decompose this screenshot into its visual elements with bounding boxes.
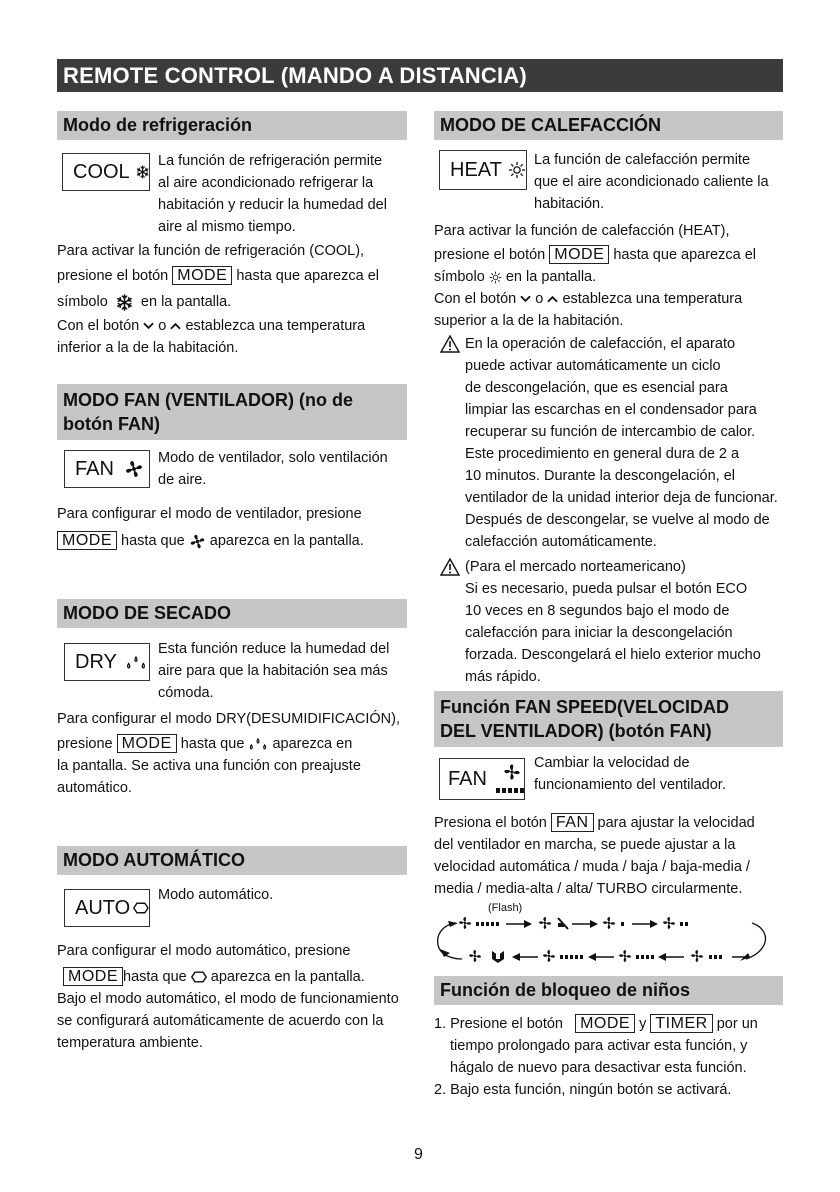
fan-icon: [124, 459, 144, 479]
text: aparezca en la pantalla.: [209, 533, 364, 549]
text: hasta que: [121, 533, 185, 549]
text: establezca una temperatura: [185, 318, 366, 334]
fan-icon: [503, 763, 521, 781]
note-line: más rápido.: [465, 669, 541, 685]
dry-line: automático.: [57, 780, 132, 796]
speed-bars: [709, 955, 722, 959]
cycle-bottom-row: [469, 950, 746, 963]
note-line: calefacción automáticamente.: [465, 534, 657, 550]
note-line: Este procedimiento en general dura de 2 a: [465, 446, 740, 462]
auto-instructions: [57, 940, 417, 1054]
mode-button-label: MODE: [172, 266, 232, 285]
auto-box-label: AUTO: [75, 896, 131, 919]
fan-speed-cycle-diagram: [434, 913, 774, 971]
turbo-icon: [492, 951, 504, 963]
fan-icon: [543, 950, 555, 962]
childlock-line: 2. Bajo esta función, ningún botón se activará.: [434, 1082, 732, 1098]
cool-line: [57, 291, 417, 313]
warning-icon: [440, 335, 460, 353]
text: hasta que: [180, 736, 245, 752]
chevron-up-icon: [170, 322, 181, 330]
text: Con el botón: [57, 318, 140, 334]
heat-description: [534, 149, 769, 215]
note-line: 10 veces en 8 segundos bajo el modo de: [465, 603, 730, 619]
snowflake-icon: [136, 162, 149, 182]
fan-icon: [459, 917, 471, 929]
fan-icon: [619, 950, 631, 962]
fan-button-label: FAN: [551, 813, 594, 832]
note-line: recuperar su función de intercambio de calor.: [465, 424, 756, 440]
mode-button-label: MODE: [63, 967, 123, 986]
text: establezca una temperatura: [562, 291, 743, 307]
text: presione el botón: [57, 268, 169, 284]
note-line: Si es necesario, pueda pulsar el botón ECO: [465, 581, 748, 597]
fanspeed-line: del ventilador en marcha, se puede ajustar a la: [434, 837, 736, 853]
heat-line: Para activar la función de calefacción (HEAT),: [434, 223, 730, 239]
sun-icon: [508, 161, 526, 179]
dry-desc-line: Esta función reduce la humedad del: [158, 641, 390, 657]
dry-mode-box: [64, 643, 150, 681]
warning-icon: [440, 558, 460, 576]
text: o: [535, 291, 544, 307]
mode-button-label: MODE: [575, 1014, 635, 1033]
title-line: MODO FAN (VENTILADOR) (no de: [63, 390, 353, 410]
dry-section-title: MODO DE SECADO: [57, 599, 407, 628]
speed-bars: [560, 955, 583, 959]
note-line: de descongelación, que es esencial para: [465, 380, 728, 396]
fan-mode-box: [64, 450, 150, 488]
title-line: Función FAN SPEED(VELOCIDAD: [440, 697, 730, 717]
text: símbolo: [434, 269, 485, 285]
fan-speed-description: [534, 752, 726, 796]
note-line: ventilador de la unidad interior deja de funcionar.: [465, 490, 778, 506]
auto-section-title: MODO AUTOMÁTICO: [57, 846, 407, 875]
auto-line: Para configurar el modo automático, presione: [57, 943, 351, 959]
dry-description: [158, 638, 389, 704]
mode-button-label: MODE: [549, 245, 609, 264]
heat-instructions: [434, 220, 794, 332]
fan-line: [57, 530, 417, 552]
heat-desc-line: habitación.: [534, 196, 605, 212]
heat-line: [434, 288, 794, 310]
chevron-up-icon: [547, 295, 558, 303]
fan-icon: [663, 917, 675, 929]
fan-line: Para configurar el modo de ventilador, presione: [57, 506, 362, 522]
text: en la pantalla.: [140, 294, 232, 310]
water-drops-icon: [248, 737, 268, 751]
note-line: limpiar las escarchas en el condensador para: [465, 402, 757, 418]
cool-desc-line: habitación y reducir la humedad del: [158, 197, 387, 213]
cool-section-title: Modo de refrigeración: [57, 111, 407, 140]
fan-description: [158, 447, 388, 491]
auto-description: Modo automático.: [158, 887, 274, 903]
fan-section-title: [57, 384, 407, 440]
cool-desc-line: al aire acondicionado refrigerar la: [158, 175, 374, 191]
fan-speed-indicator: [487, 761, 524, 797]
timer-button-label: TIMER: [650, 1014, 712, 1033]
arrow-right: [632, 920, 658, 928]
text: presione el botón: [434, 247, 546, 263]
childlock-line: [434, 1013, 794, 1035]
speed-bars: [680, 922, 688, 926]
text: por un: [716, 1016, 758, 1032]
text: hasta que aparezca el: [613, 247, 756, 263]
auto-line: se configurará automáticamente de acuerdo con la: [57, 1013, 384, 1029]
fanspeed-line: media / media-alta / alta/ TURBO circularmente.: [434, 881, 743, 897]
auto-mode-box: [64, 889, 150, 927]
arrow-left: [588, 953, 614, 961]
fan-desc-line: de aire.: [158, 472, 207, 488]
cool-mode-box: [62, 153, 150, 191]
dry-instructions: [57, 708, 427, 799]
speed-bars: [636, 955, 654, 959]
text: en la pantalla.: [505, 269, 597, 285]
dry-line: [57, 733, 427, 755]
cool-line: inferior a la de la habitación.: [57, 340, 239, 356]
fan-desc-line: Modo de ventilador, solo ventilación: [158, 450, 388, 466]
chevron-down-icon: [143, 322, 154, 330]
speed-bars: [621, 922, 624, 926]
heat-mode-box: [439, 150, 527, 190]
heat-desc-line: que el aire acondicionado caliente la: [534, 174, 769, 190]
fanspeed-line: velocidad automática / muda / baja / baja-media /: [434, 859, 750, 875]
cycle-right-arc: [746, 923, 766, 959]
note-line: calefacción para iniciar la descongelación: [465, 625, 733, 641]
title-line: botón FAN): [63, 414, 160, 434]
note-line: Después de descongelar, se vuelve al modo de: [465, 512, 770, 528]
note-line: En la operación de calefacción, el aparato: [465, 336, 736, 352]
cool-instructions: [57, 240, 417, 359]
speed-bars: [476, 922, 499, 926]
heat-defrost-note: [465, 333, 795, 553]
text: o: [158, 318, 167, 334]
fan-speed-instructions: [434, 812, 794, 900]
dry-line: Para configurar el modo DRY(DESUMIDIFICACIÓN),: [57, 711, 400, 727]
fan-speed-box: [439, 758, 525, 800]
fanspeed-desc-line: funcionamiento del ventilador.: [534, 777, 726, 793]
text: 1. Presione el botón: [434, 1016, 563, 1032]
cool-desc-line: aire al mismo tiempo.: [158, 219, 296, 235]
auto-mode-icon: [133, 899, 149, 917]
arrow-right: [572, 920, 598, 928]
child-lock-instructions: [434, 1013, 794, 1101]
note-line: 10 minutos. Durante la descongelación, el: [465, 468, 736, 484]
fan-speed-section-title: [434, 691, 783, 747]
note-line: puede activar automáticamente un ciclo: [465, 358, 721, 374]
text: y: [639, 1016, 647, 1032]
cycle-left-arc: [438, 923, 462, 959]
text: aparezca en la pantalla.: [210, 969, 365, 985]
chevron-down-icon: [520, 295, 531, 303]
arrow-left: [658, 953, 684, 961]
dry-desc-line: aire para que la habitación sea más: [158, 663, 388, 679]
arrow-right: [506, 920, 532, 928]
text: para ajustar la velocidad: [597, 815, 755, 831]
auto-mode-icon: [191, 969, 207, 985]
auto-line: [63, 966, 417, 988]
cool-line: Para activar la función de refrigeración (COOL),: [57, 243, 365, 259]
mode-button-label: MODE: [117, 734, 177, 753]
auto-line: temperatura ambiente.: [57, 1035, 203, 1051]
text: presione: [57, 736, 113, 752]
text: hasta que aparezca el: [236, 268, 379, 284]
cool-description: [158, 150, 387, 238]
child-lock-section-title: Función de bloqueo de niños: [434, 976, 783, 1005]
note-line: (Para el mercado norteamericano): [465, 559, 686, 575]
sun-icon: [489, 271, 502, 284]
fan-icon: [469, 950, 481, 962]
fan-icon: [189, 533, 206, 550]
fan-icon: [691, 950, 703, 962]
text: Presiona el botón: [434, 815, 547, 831]
fan-instructions: [57, 503, 417, 552]
heat-north-america-note: [465, 556, 795, 688]
childlock-line: tiempo prolongado para activar esta función, y: [450, 1038, 748, 1054]
dry-desc-line: cómoda.: [158, 685, 214, 701]
text: hasta que: [123, 969, 187, 985]
heat-desc-line: La función de calefacción permite: [534, 152, 751, 168]
flash-label: (Flash): [488, 902, 523, 914]
auto-line: Bajo el modo automático, el modo de funcionamiento: [57, 991, 399, 1007]
fan-speed-box-label: FAN: [448, 767, 487, 790]
dry-box-label: DRY: [75, 650, 117, 673]
text: símbolo: [57, 294, 108, 310]
childlock-line: hágalo de nuevo para desactivar esta función.: [450, 1060, 747, 1076]
heat-line: [434, 244, 794, 266]
note-line: forzada. Descongelará el hielo exterior mucho: [465, 647, 761, 663]
text: Con el botón: [434, 291, 517, 307]
text: aparezca en: [272, 736, 353, 752]
heat-line: superior a la de la habitación.: [434, 313, 624, 329]
fan-icon: [539, 917, 551, 929]
snowflake-icon: [116, 294, 133, 311]
cool-line: [57, 315, 417, 337]
heat-section-title: MODO DE CALEFACCIÓN: [434, 111, 783, 140]
speed-bars-icon: [496, 785, 530, 793]
fan-icon: [603, 917, 615, 929]
page-number: 9: [414, 1146, 423, 1163]
page-header: REMOTE CONTROL (MANDO A DISTANCIA): [57, 59, 783, 92]
fanspeed-line: [434, 812, 794, 834]
water-drops-icon: [125, 655, 147, 670]
heat-box-label: HEAT: [450, 158, 502, 181]
arrow-head: [448, 921, 458, 927]
dry-line: la pantalla. Se activa una función con preajuste: [57, 758, 361, 774]
heat-line: [434, 266, 794, 288]
mode-button-label: MODE: [57, 531, 117, 550]
title-line: DEL VENTILADOR) (botón FAN): [440, 721, 712, 741]
fan-box-label: FAN: [75, 457, 114, 480]
fanspeed-desc-line: Cambiar la velocidad de: [534, 755, 690, 771]
cool-box-label: COOL: [73, 160, 130, 183]
arrow-left: [512, 953, 538, 961]
cool-line: [57, 265, 417, 287]
cool-desc-line: La función de refrigeración permite: [158, 153, 383, 169]
cycle-top-row: [459, 917, 688, 929]
